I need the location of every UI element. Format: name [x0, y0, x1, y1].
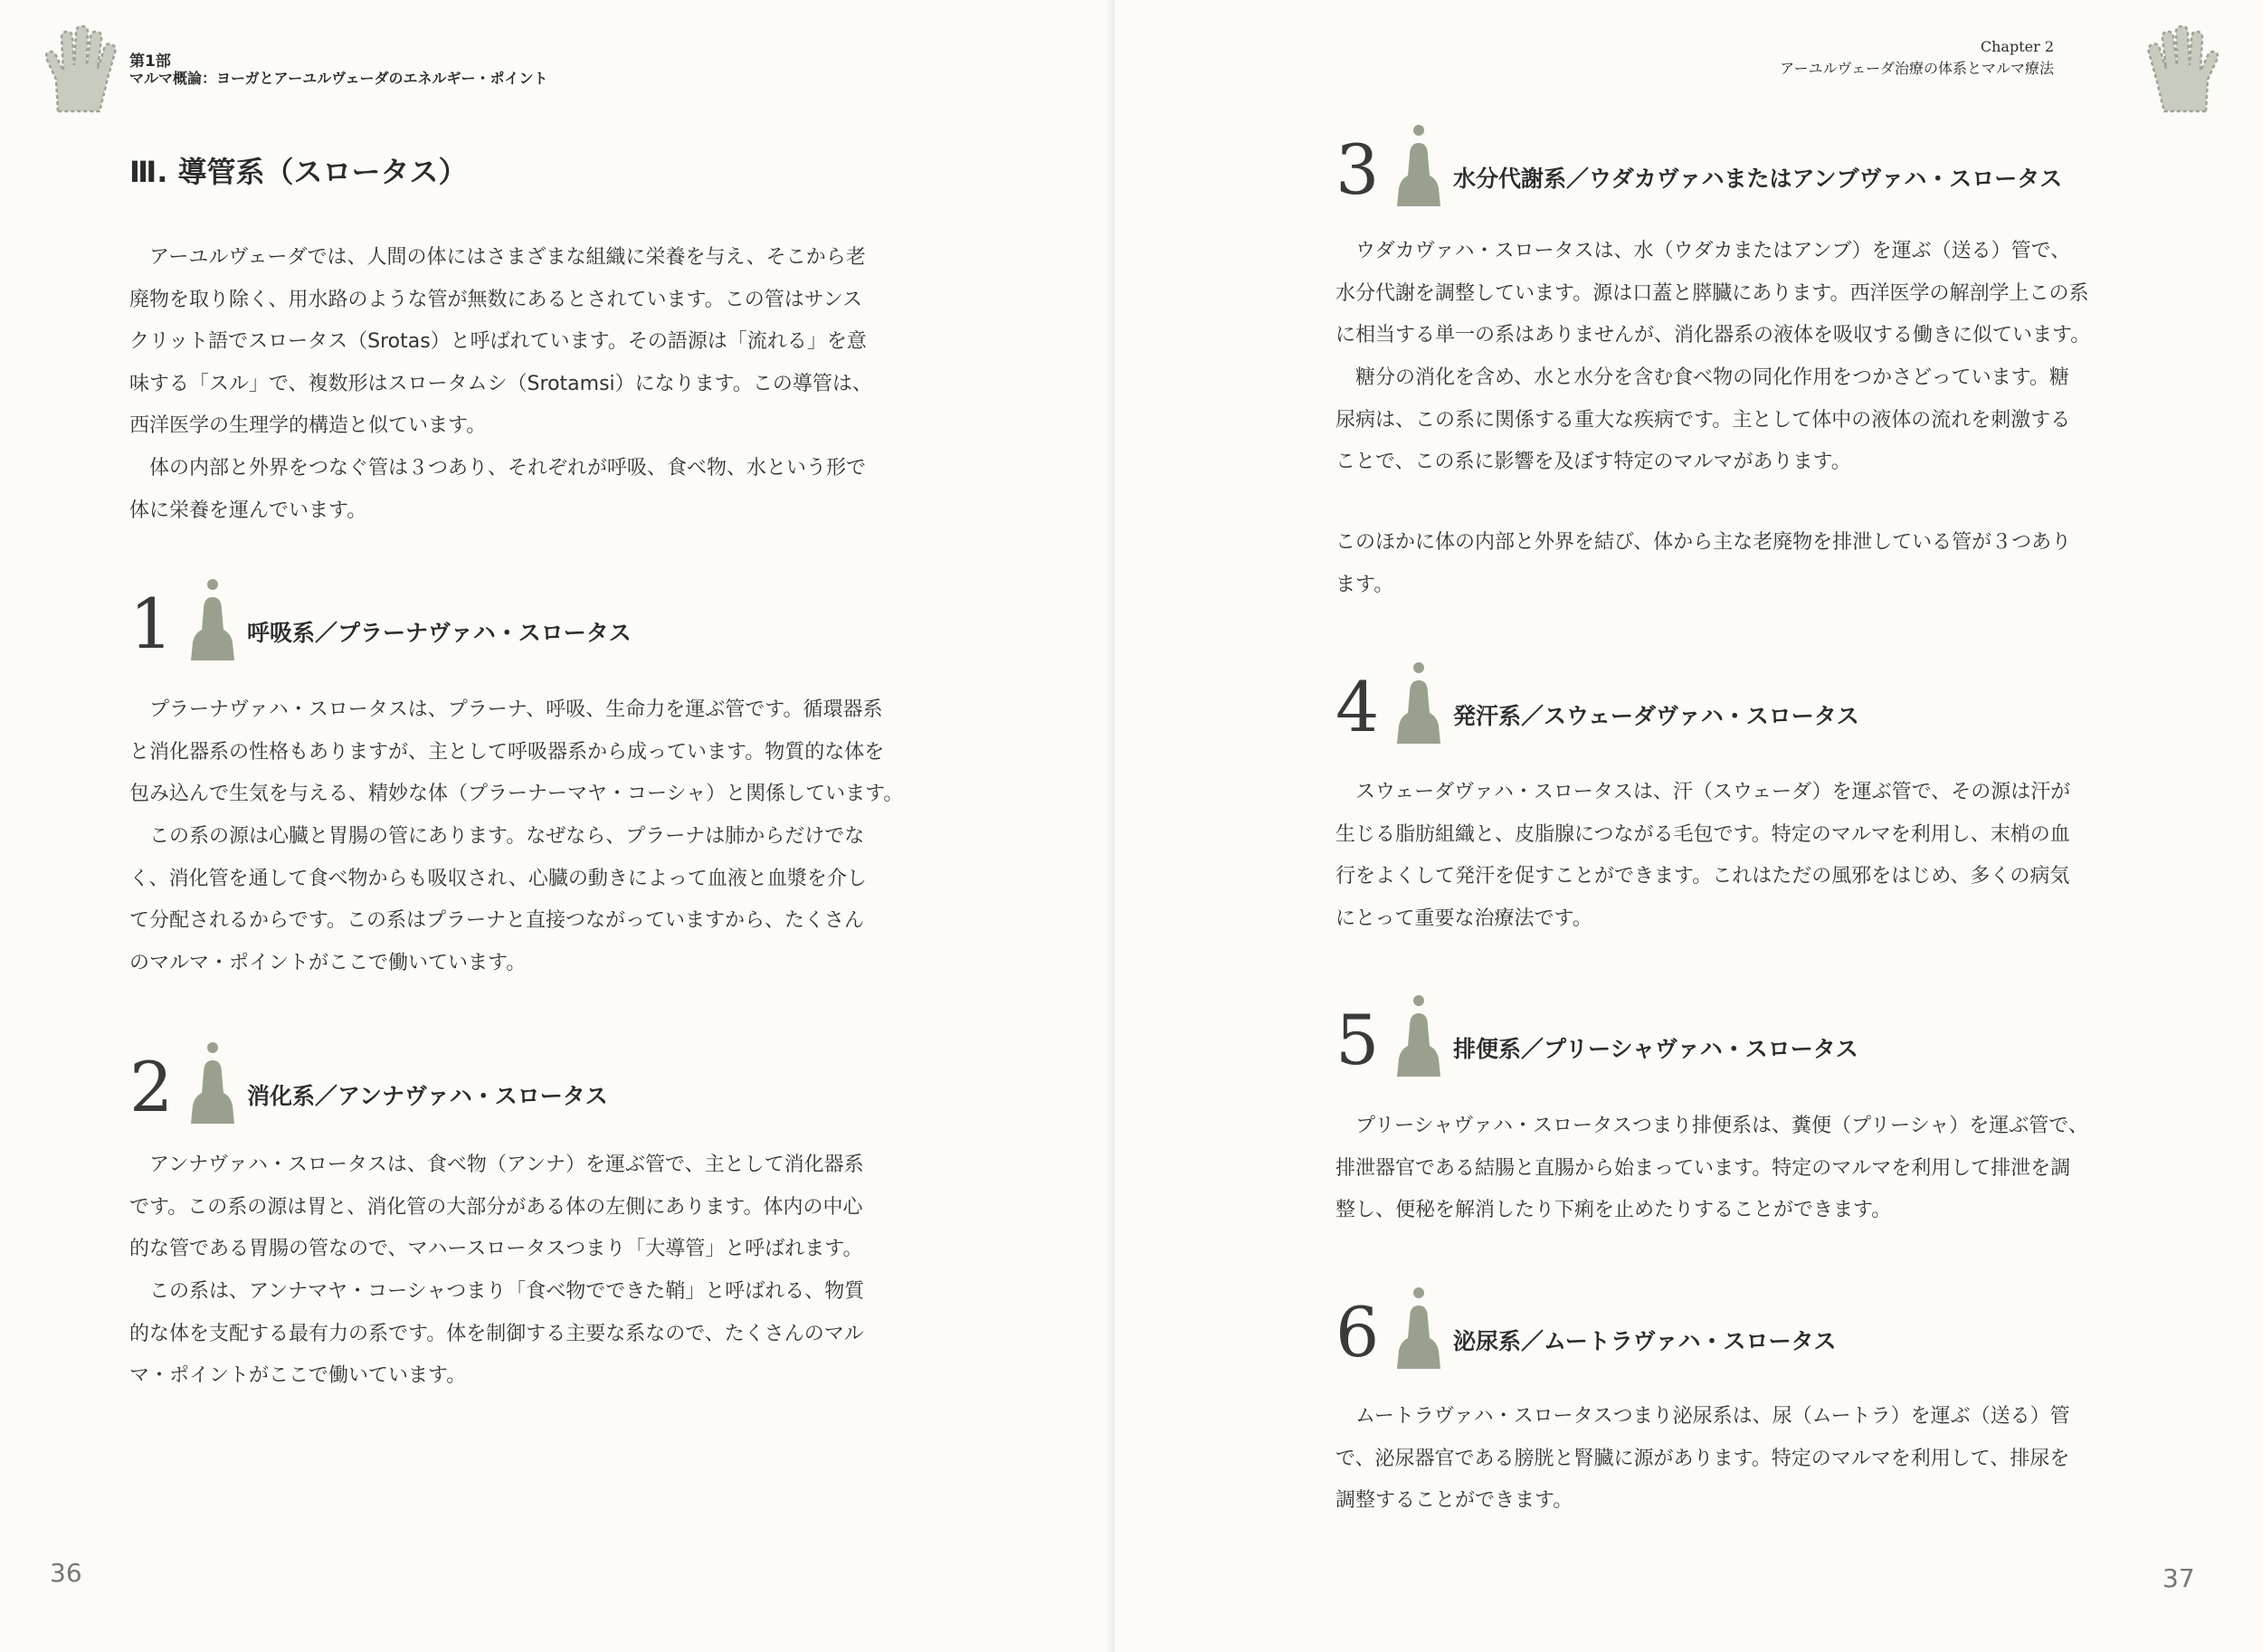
- intro-paragraph-2: 体の内部と外界をつなぐ管は３つあり、それぞれが呼吸、食べ物、水という形で 体に栄養を運んでいます。: [129, 457, 867, 522]
- system-4-paragraph-1: スウェーダヴァハ・スロータスは、汗（スウェーダ）を運ぶ管で、その源は汗が 生じる脂肪組織と、皮脂腺につながる毛包です。特定のマルマを利用し、末梢の血 行をよくして発汗を促すことができます。これはただの風邪をはじめ、多くの病気 にとって重要な治療法です。: [1335, 781, 2071, 930]
- page-number-left: 36: [50, 1558, 82, 1588]
- system-3-paragraph-2: 糖分の消化を含め、水と水分を含む食べ物の同化作用をつかさどっています。糖 尿病は、この系に関係する重大な疾病です。主として体中の液体の流れを刺激する ことで、この系に影響を及ぼす特定のマルマがあります。: [1335, 366, 2071, 473]
- hand-icon: [2143, 25, 2224, 116]
- system-3-paragraph-1: ウダカヴァハ・スロータスは、水（ウダカまたはアンブ）を運ぶ（送る）管で、 水分代謝を調整しています。源は口蓋と膵臓にあります。西洋医学の解剖学上この系 に相当する単一の系はありませんが、消化器系の液体を吸収する働きに似ています。: [1335, 240, 2091, 347]
- system-2-paragraph-2: この系は、アンナマヤ・コーシャつまり「食べ物でできた鞘」と呼ばれる、物質 的な体を支配する最有力の系です。体を制御する主要な系なので、たくさんのマル マ・ポイントがここで働いています。: [129, 1280, 865, 1387]
- system-title: 泌尿系／ムートラヴァハ・スロータス: [1453, 1328, 1837, 1354]
- intro-paragraph-1: アーユルヴェーダでは、人間の体にはさまざまな組織に栄養を与え、そこから老 廃物を取り除く、用水路のような管が無数にあるとされています。この管はサンス クリット語でスロータス（Srotas）と呼ばれています。その語源は「流れる」を意 味する「スル」で、複数形はスロータムシ（Srotamsi）になります。この導管は、 西洋医学の生理学的構造と似ています。: [129, 246, 872, 437]
- system-title: 消化系／アンナヴァハ・スロータス: [247, 1083, 608, 1109]
- system-number: 4: [1335, 667, 1380, 747]
- system-title: 発汗系／スウェーダヴァハ・スロータス: [1453, 703, 1859, 729]
- system-5-paragraph-1: プリーシャヴァハ・スロータスつまり排便系は、糞便（プリーシャ）を運ぶ管で、 排泄器官である結腸と直腸から始まっています。特定のマルマを利用して排泄を調 整し、便秘を解消したり下痢を止めたりすることができます。: [1335, 1115, 2088, 1221]
- chapter-title: アーユルヴェーダ治療の体系とマルマ療法: [1780, 60, 2054, 77]
- system-1-paragraph-1: プラーナヴァハ・スロータスは、プラーナ、呼吸、生命力を運ぶ管です。循環器系 と消化器系の性格もありますが、主として呼吸器系から成っています。物質的な体を 包み込んで生気を与える、精妙な体（プラーナーマヤ・コーシャ）と関係しています。: [129, 698, 904, 805]
- transition-paragraph: このほかに体の内部と外界を結び、体から主な老廃物を排泄している管が３つあり ます。: [1335, 531, 2072, 596]
- meditating-figure-icon: [1393, 993, 1444, 1084]
- system-number: 2: [129, 1047, 174, 1127]
- part-subtitle: マルマ概論：ヨーガとアーユルヴェーダのエネルギー・ポイント: [129, 70, 548, 87]
- right-page: [1115, 0, 2262, 1652]
- system-number: 3: [1335, 129, 1380, 210]
- page-number-right: 37: [2162, 1563, 2195, 1593]
- meditating-figure-icon: [187, 577, 238, 668]
- system-title: 水分代謝系／ウダカヴァハまたはアンブヴァハ・スロータス: [1453, 166, 2063, 192]
- meditating-figure-icon: [1393, 123, 1444, 214]
- system-2-paragraph-1: アンナヴァハ・スロータスは、食べ物（アンナ）を運ぶ管で、主として消化器系 です。この系の源は胃と、消化管の大部分がある体の左側にあります。体内の中心 的な管である胃腸の管なので、マハースロータスつまり「大導管」と呼ばれます。: [129, 1154, 864, 1260]
- system-6-paragraph-1: ムートラヴァハ・スロータスつまり泌尿系は、尿（ムートラ）を運ぶ（送る）管 で、泌尿器官である膀胱と腎臓に源があります。特定のマルマを利用して、排尿を 調整することができます。: [1335, 1405, 2070, 1512]
- system-number: 6: [1335, 1292, 1380, 1372]
- system-1-paragraph-2: この系の源は心臓と胃腸の管にあります。なぜなら、プラーナは肺からだけでな く、消化管を通して食べ物からも吸収され、心臓の動きによって血液と血漿を介し て分配されるからです。この系はプラーナと直接つながっていますから、たくさん のマルマ・ポイントがここで働いています。: [129, 825, 867, 974]
- hand-icon: [40, 25, 121, 116]
- meditating-figure-icon: [1393, 660, 1444, 751]
- system-title: 呼吸系／プラーナヴァハ・スロータス: [247, 620, 632, 646]
- meditating-figure-icon: [187, 1040, 238, 1131]
- section-title: Ⅲ. 導管系（スロータス）: [129, 155, 468, 189]
- left-page: [0, 0, 1115, 1652]
- chapter-label: Chapter 2: [1980, 38, 2054, 55]
- system-title: 排便系／プリーシャヴァハ・スロータス: [1453, 1036, 1858, 1062]
- meditating-figure-icon: [1393, 1286, 1444, 1376]
- system-number: 5: [1335, 1000, 1380, 1080]
- part-label: 第1部: [129, 52, 171, 71]
- system-number: 1: [129, 584, 174, 664]
